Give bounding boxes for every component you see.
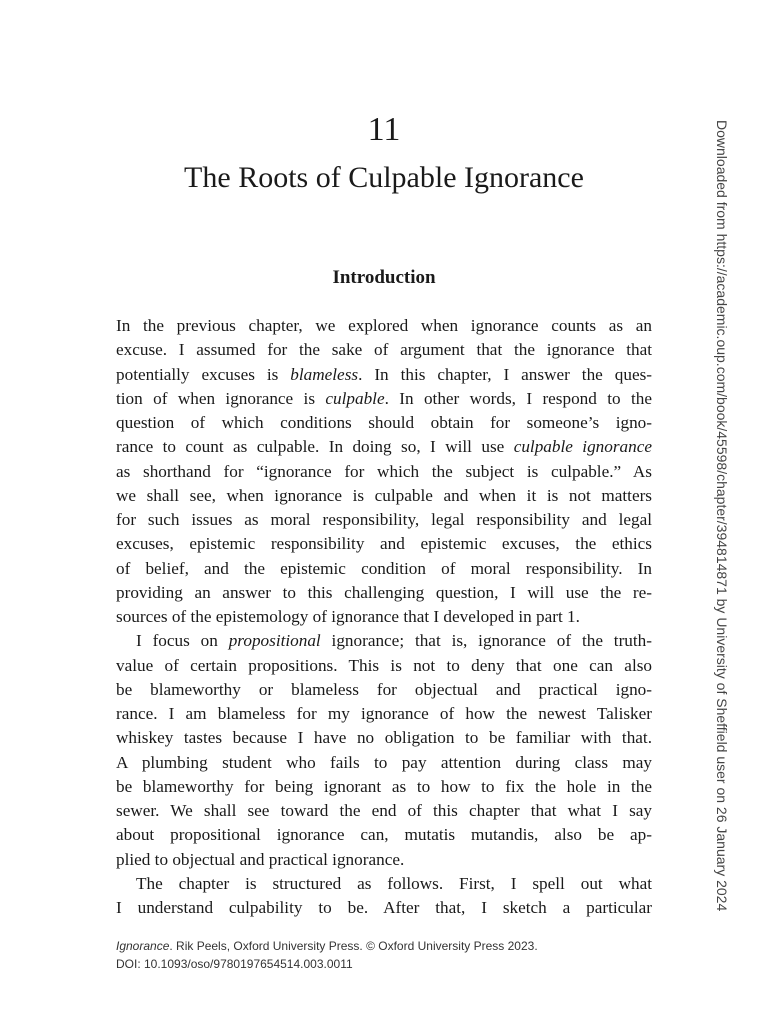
chapter-title: The Roots of Culpable Ignorance: [184, 161, 584, 194]
text-run: excuse. I assumed for the sake of argument that the ignorance that: [116, 340, 652, 360]
text-run: question of which conditions should obtain for someone’s igno-: [116, 413, 652, 432]
text-run: A plumbing student who fails to pay attention during class may: [116, 752, 652, 772]
text-line: [116, 363, 652, 387]
text-run: whiskey tastes because I have no obligation to be familiar with that.: [116, 728, 652, 748]
text-line: [116, 508, 652, 532]
text-run: for such issues as moral responsibility, legal responsibility and legal: [116, 510, 652, 529]
text-line: [116, 678, 652, 702]
text-run: about propositional ignorance can, mutatis mutandis, also be ap-: [116, 825, 652, 845]
text-line: [116, 751, 652, 775]
text-run: I understand culpability to be. After that, I sketch a particular: [116, 898, 652, 917]
body-text: [116, 314, 652, 920]
footer-doi: DOI: 10.1093/oso/9780197654514.003.0011: [116, 957, 353, 971]
text-run: potentially excuses is: [116, 364, 291, 384]
text-line: [116, 460, 652, 484]
text-line: [116, 726, 652, 750]
italic-text: culpable: [325, 388, 385, 408]
text-line: [116, 654, 652, 678]
text-line: [116, 848, 652, 872]
text-run: rance. I am blameless for my ignorance of how the newest Talisker: [116, 704, 652, 723]
text-run: we shall see, when ignorance is culpable and when it is not matters: [116, 485, 652, 505]
text-line: [116, 435, 652, 459]
text-run: . In other words, I respond to the: [384, 388, 652, 408]
text-run: ignorance; that is, ignorance of the truth-: [320, 631, 652, 651]
text-run: providing an answer to this challenging question, I will use the re-: [116, 582, 652, 602]
text-run: be blameworthy or blameless for objectual and practical igno-: [116, 679, 652, 699]
text-run: as shorthand for “ignorance for which the subject is culpable.” As: [116, 461, 652, 481]
text-line: [116, 411, 652, 435]
text-run: The chapter is structured as follows. First, I spell out what: [136, 873, 652, 893]
text-run: be blameworthy for being ignorant as to how to fix the hole in the: [116, 776, 652, 796]
italic-text: culpable ignorance: [513, 437, 652, 457]
text-line: [116, 823, 652, 847]
footer: [116, 937, 538, 973]
text-line: [116, 532, 652, 556]
text-run: rance to count as culpable. In doing so, I will use: [116, 437, 514, 457]
text-run: value of certain propositions. This is not to deny that one can also: [116, 655, 652, 675]
text-line: [116, 629, 652, 653]
text-run: excuses, epistemic responsibility and epistemic excuses, the ethics: [116, 534, 652, 554]
text-run: In the previous chapter, we explored when ignorance counts as an: [116, 316, 652, 335]
text-run: I focus on: [136, 631, 229, 651]
text-line: [116, 581, 652, 605]
text-run: sources of the epistemology of ignorance that I developed in part 1.: [116, 607, 580, 626]
text-run: . In this chapter, I answer the ques-: [358, 364, 652, 384]
text-line: [116, 338, 652, 362]
text-run: tion of when ignorance is: [116, 388, 326, 408]
italic-text: blameless: [290, 364, 359, 384]
text-line: [116, 387, 652, 411]
text-line: [116, 605, 652, 629]
section-heading: Introduction: [332, 267, 436, 288]
text-run: of belief, and the epistemic condition of moral responsibility. In: [116, 558, 652, 578]
footer-citation: [116, 937, 538, 955]
text-line: [116, 314, 652, 338]
text-run: sewer. We shall see toward the end of this chapter that what I say: [116, 801, 652, 820]
text-line: [116, 896, 652, 920]
italic-text: propositional: [228, 631, 321, 651]
text-line: [116, 557, 652, 581]
text-line: [116, 775, 652, 799]
chapter-number: 11: [367, 111, 401, 148]
text-line: [116, 872, 652, 896]
text-line: [116, 799, 652, 823]
text-line: [116, 702, 652, 726]
footer-citation-text: . Rik Peels, Oxford University Press. © Oxford University Press 2023.: [169, 939, 538, 953]
footer-book-title: Ignorance: [116, 939, 170, 953]
text-run: plied to objectual and practical ignorance.: [116, 849, 405, 869]
text-line: [116, 484, 652, 508]
side-download-note-text: Downloaded from https://academic.oup.com/book/45598/chapter/394814871 by University of Sheffield user on 26 January 2024: [714, 120, 730, 912]
